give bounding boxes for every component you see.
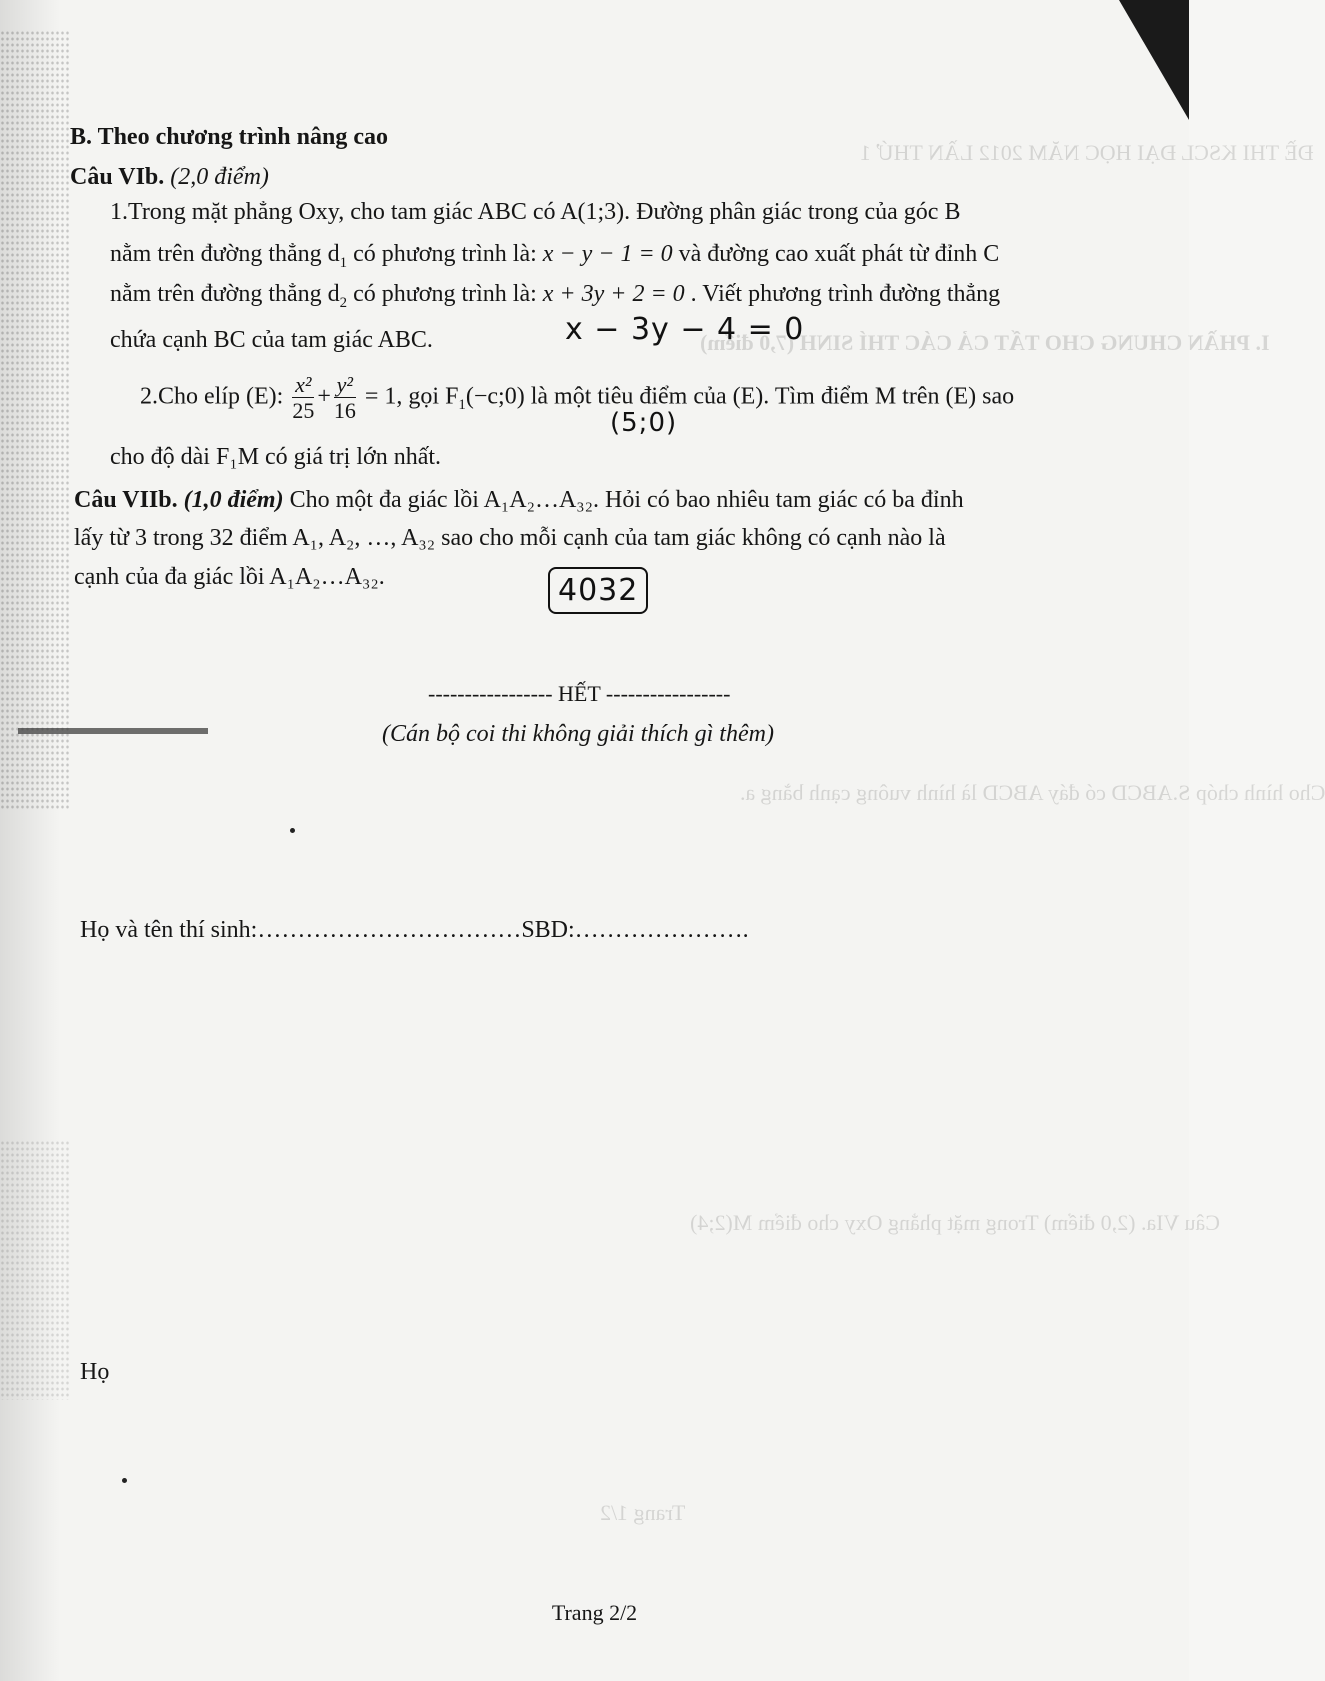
problem-1-line-3: nằm trên đường thẳng $d_2$ có phương trình là: x + 3y + 2 = 0 . Viết phương trình đường thẳng bbox=[110, 281, 1001, 311]
problem-1-line-1: 1.Trong mặt phẳng Oxy, cho tam giác ABC có A(1;3). Đường phân giác trong của góc B bbox=[110, 199, 961, 225]
bleed-through-text: ĐỀ THI KSCL ĐẠI HỌC NĂM 2012 LẦN THỨ 1 bbox=[860, 140, 1314, 165]
candidate-ho: Họ bbox=[80, 1359, 110, 1385]
text-run: = 1, gọi F bbox=[358, 383, 459, 410]
page-number: Trang 2/2 bbox=[551, 1600, 638, 1625]
handwritten-equation: x − 3y − 4 = 0 bbox=[565, 312, 805, 347]
problem-1-line-4: chứa cạnh BC của tam giác ABC. bbox=[110, 327, 433, 353]
text-run: có phương trình là: bbox=[353, 281, 543, 307]
fraction-x2-25 bbox=[292, 372, 314, 424]
question-label: Câu VIb. bbox=[70, 164, 165, 190]
folded-corner bbox=[1119, 0, 1189, 120]
candidate-info-line: Họ và tên thí sinh:……………………………SBD:…………………. bbox=[80, 917, 749, 943]
handwritten-answer-box: 4032 bbox=[548, 567, 648, 614]
scan-dot bbox=[290, 828, 295, 833]
scan-dot bbox=[122, 1478, 127, 1483]
question-points: (2,0 điểm) bbox=[170, 164, 269, 190]
text-run: 2.Cho elíp (E): bbox=[140, 383, 290, 410]
end-marker: ----------------- HẾT ----------------- bbox=[428, 681, 731, 706]
problem-2-line-1: 2.Cho elíp (E): $\frac{\text{x²}}{25}$ + $\frac{\text{y²}}{16}$ = 1, gọi $F_1(-c;0)$ là một tiêu điểm của (E). Tìm điểm M trên (E) sao bbox=[140, 372, 1015, 424]
scan-noise-left-lower bbox=[0, 1140, 70, 1400]
equation-d2: x + 3y + 2 = 0 bbox=[542, 281, 685, 307]
text-run: (−c;0) bbox=[465, 383, 525, 410]
handwritten-focus: (5;0) bbox=[610, 408, 678, 438]
problem-2-line-2: cho độ dài F₁M có giá trị lớn nhất. bbox=[110, 444, 442, 470]
bleed-through-text: Trang 1/2 bbox=[600, 1500, 686, 1525]
question-7b-line-1 bbox=[74, 488, 964, 512]
text-run: . Viết phương trình đường thẳng bbox=[684, 281, 1001, 307]
scan-noise-left bbox=[0, 30, 70, 810]
question-7b-line-2: lấy từ 3 trong 32 điểm A₁, A₂, …, A₃₂ sao cho mỗi cạnh của tam giác không có cạnh nào là bbox=[74, 525, 946, 551]
numerator: x² bbox=[292, 372, 314, 398]
text-run: có phương trình là: bbox=[353, 241, 543, 267]
text-run: và đường cao xuất phát từ đỉnh C bbox=[672, 241, 1000, 267]
text-run: Cho một đa giác lồi A₁A₂…A₃₂. Hỏi có bao nhiêu tam giác có ba đỉnh bbox=[283, 487, 964, 513]
fraction-y2-16 bbox=[334, 372, 356, 424]
proctor-note: (Cán bộ coi thi không giải thích gì thêm) bbox=[382, 721, 774, 747]
text-run: nằm trên đường thẳng d bbox=[110, 281, 340, 307]
text-run: nằm trên đường thẳng d bbox=[110, 241, 340, 267]
denominator: 16 bbox=[333, 398, 356, 424]
question-label: Câu VIIb. bbox=[74, 487, 178, 513]
section-heading: B. Theo chương trình nâng cao bbox=[70, 124, 388, 150]
question-points: (1,0 điểm) bbox=[183, 487, 284, 513]
denominator: 25 bbox=[292, 398, 315, 424]
text-run: là một tiêu điểm của (E). Tìm điểm M trên (E) sao bbox=[524, 383, 1015, 410]
bleed-through-text: Cho hình chóp S.ABCD có đáy ABCD là hình vuông cạnh bằng a. bbox=[740, 780, 1325, 805]
bleed-through-text: I. PHẦN CHUNG CHO TẤT CẢ CÁC THÍ SINH (7,0 điểm) bbox=[700, 330, 1270, 355]
numerator: y² bbox=[334, 372, 356, 398]
question-6b-title bbox=[70, 165, 269, 189]
equation-d1: x − y − 1 = 0 bbox=[542, 241, 673, 267]
scan-artifact bbox=[18, 728, 208, 734]
bleed-through-text: Câu VIa. (2,0 điểm) Trong mặt phẳng Oxy cho điểm M(2;4) bbox=[690, 1210, 1220, 1235]
question-7b-line-3: cạnh của đa giác lồi A₁A₂…A₃₂. bbox=[74, 564, 385, 590]
problem-1-line-2: nằm trên đường thẳng $d_1$ có phương trình là: x − y − 1 = 0 và đường cao xuất phát từ đỉnh C bbox=[110, 241, 1000, 271]
